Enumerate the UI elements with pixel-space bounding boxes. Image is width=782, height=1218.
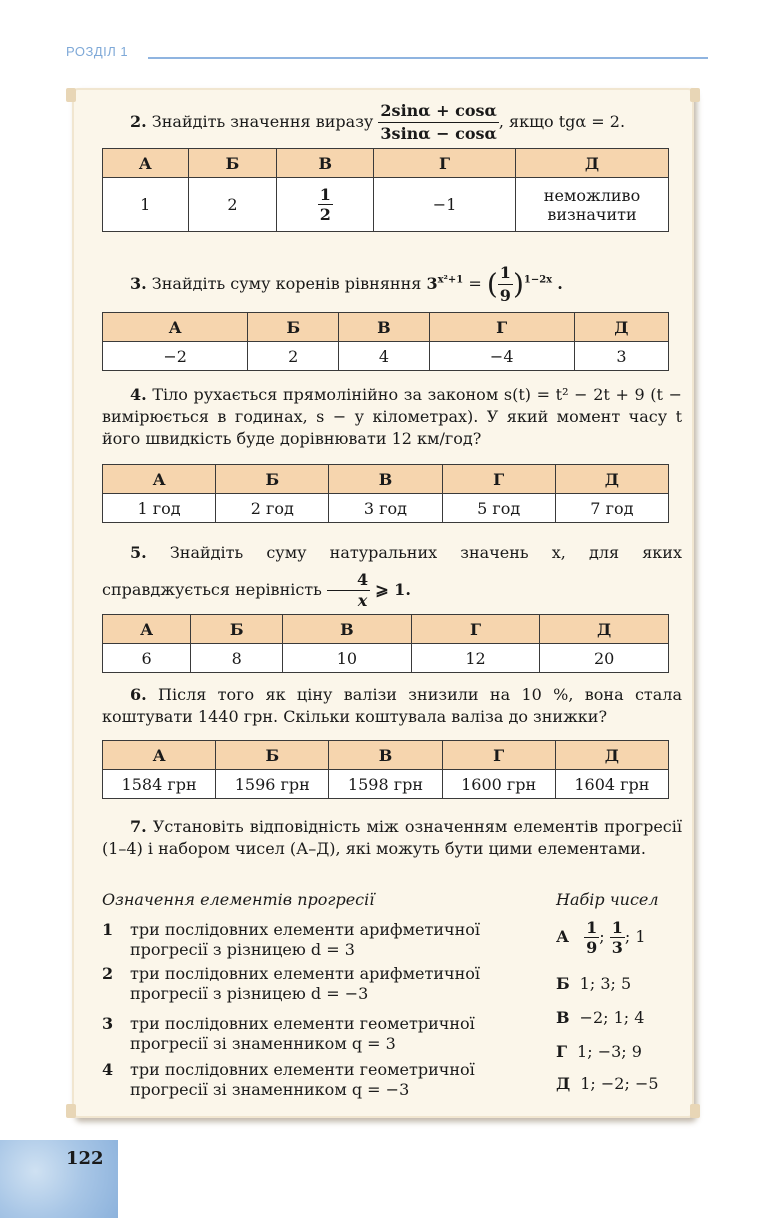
paren-right: ) — [512, 267, 524, 301]
answer-cell: 4 — [339, 342, 429, 371]
option-a — [556, 918, 646, 957]
answer-table-6 — [102, 740, 669, 799]
definition-item — [102, 964, 532, 1004]
fraction-numerator: 4 — [327, 570, 370, 591]
option-b — [556, 974, 631, 993]
answer-table-4 — [102, 464, 669, 523]
item-text: три послідовних елементи геометричної прогресії зі знаменником q = 3 — [130, 1014, 475, 1053]
answer-header: Д — [555, 741, 668, 770]
panel-corner — [690, 88, 700, 102]
answer-cell: 3 — [574, 342, 668, 371]
answer-header: Б — [248, 313, 339, 342]
option-d — [556, 1074, 659, 1093]
fraction-numerator: 1 — [611, 918, 623, 937]
definition-item — [102, 1060, 532, 1100]
item-number: 1 — [102, 920, 114, 939]
answer-cell: 10 — [283, 644, 412, 673]
option-tail: ; 1 — [624, 927, 646, 946]
question-number: 7. — [130, 817, 147, 836]
header-rule — [148, 57, 708, 59]
option-letter: А — [556, 927, 570, 946]
option-value: 1; −2; −5 — [580, 1074, 659, 1093]
answer-table-5 — [102, 614, 669, 673]
answer-cell: 1584 грн — [103, 770, 216, 799]
inequality-rhs: ⩾ 1. — [375, 580, 411, 599]
question-2 — [130, 100, 690, 145]
option-letter: Д — [556, 1074, 571, 1093]
answer-header: Г — [442, 465, 555, 494]
answer-header: Г — [442, 741, 555, 770]
fraction-denominator: 2 — [319, 205, 331, 224]
fraction-numerator: 1 — [586, 918, 598, 937]
fraction-numerator: 1 — [498, 262, 513, 285]
option-letter: Б — [556, 974, 570, 993]
definition-item — [102, 1014, 532, 1054]
answer-header: В — [339, 313, 429, 342]
answer-cell: 7 год — [555, 494, 668, 523]
answer-cell: −4 — [429, 342, 574, 371]
question-number: 2. — [130, 112, 147, 131]
question-number: 6. — [130, 685, 147, 704]
answer-header: А — [103, 465, 216, 494]
fraction-denominator: 3sinα − cosα — [380, 124, 497, 143]
question-text-end: , якщо tgα = 2. — [498, 112, 626, 131]
item-number: 4 — [102, 1060, 114, 1079]
answer-cell: 12 — [411, 644, 540, 673]
answer-cell: 2 год — [216, 494, 329, 523]
fraction-denominator: x — [357, 591, 368, 610]
fraction-numerator: 1 — [319, 185, 331, 204]
answer-header: Д — [516, 149, 669, 178]
answer-header: Г — [411, 615, 540, 644]
answer-header: Г — [374, 149, 516, 178]
answer-cell: 2 — [248, 342, 339, 371]
answer-header: Д — [555, 465, 668, 494]
equation-exponent: 1−2x — [523, 274, 553, 286]
answer-cell: 3 год — [329, 494, 442, 523]
answer-cell: −1 — [374, 178, 516, 232]
answer-header: Б — [216, 465, 329, 494]
equals-sign: = — [468, 274, 482, 293]
question-text: Знайдіть суму натуральних значень x, для яких справджується нерівність — [102, 543, 682, 599]
question-number: 5. — [130, 543, 147, 562]
question-3 — [130, 262, 690, 307]
answer-cell: неможливо визначити — [516, 178, 669, 232]
item-text: три послідовних елементи арифметичної прогресії з різницею d = −3 — [130, 964, 480, 1003]
answer-cell: 6 — [103, 644, 191, 673]
item-text: три послідовних елементи арифметичної прогресії з різницею d = 3 — [130, 920, 480, 959]
period: . — [557, 274, 563, 293]
answer-cell: 1 — [103, 178, 189, 232]
fraction-denominator: 9 — [586, 938, 598, 957]
answer-cell: 1600 грн — [442, 770, 555, 799]
answer-header: А — [103, 741, 216, 770]
answer-table-2 — [102, 148, 669, 232]
question-text: Тіло рухається прямолінійно за законом s(t) = t² − 2t + 9 (t − вимірюється в годинах, s − у кілометрах). У який момент часу t його швидкість буде дорівнювати 12 км/год? — [102, 385, 683, 448]
section-label: РОЗДІЛ 1 — [66, 44, 129, 59]
equation-base: 3 — [426, 274, 438, 293]
question-5 — [102, 536, 682, 611]
answer-header: А — [103, 149, 189, 178]
option-letter: Г — [556, 1042, 568, 1061]
paren-left: ( — [486, 267, 498, 301]
answer-header: Б — [216, 741, 329, 770]
question-number: 4. — [130, 385, 147, 404]
item-text: три послідовних елементи геометричної прогресії зі знаменником q = −3 — [130, 1060, 475, 1099]
page-number: 122 — [66, 1148, 104, 1169]
question-7 — [102, 816, 682, 860]
panel-corner — [690, 1104, 700, 1118]
answer-header: В — [329, 465, 442, 494]
answer-header: В — [283, 615, 412, 644]
answer-cell: 1 год — [103, 494, 216, 523]
numbers-heading: Набір чисел — [556, 890, 659, 909]
panel-corner — [66, 1104, 76, 1118]
answer-header: Д — [540, 615, 669, 644]
item-number: 2 — [102, 964, 114, 983]
answer-header: В — [277, 149, 374, 178]
answer-header: Г — [429, 313, 574, 342]
answer-header: А — [103, 313, 248, 342]
answer-cell: 1598 грн — [329, 770, 442, 799]
option-g — [556, 1042, 642, 1061]
option-value: 1; 3; 5 — [579, 974, 632, 993]
question-text: Установіть відповідність між означенням елементів прогресії (1–4) і набором чисел (А–Д), які можуть бути цими елементами. — [102, 817, 683, 858]
answer-cell — [277, 178, 374, 232]
equation-exponent: x²+1 — [437, 274, 464, 286]
question-text: Після того як ціну валізи знизили на 10 %, вона стала коштувати 1440 грн. Скільки коштувала валіза до знижки? — [102, 685, 683, 726]
answer-cell: 1596 грн — [216, 770, 329, 799]
answer-header: Д — [574, 313, 668, 342]
option-value: 1; −3; 9 — [577, 1042, 642, 1061]
question-6 — [102, 684, 682, 728]
question-text: Знайдіть суму коренів рівняння — [151, 274, 422, 293]
answer-header: Б — [188, 149, 277, 178]
fraction — [378, 100, 498, 145]
definitions-heading: Означення елементів прогресії — [102, 890, 375, 909]
answer-cell: 2 — [188, 178, 277, 232]
panel-corner — [66, 88, 76, 102]
answer-cell: −2 — [103, 342, 248, 371]
separator: ; — [599, 927, 605, 946]
option-value: −2; 1; 4 — [579, 1008, 645, 1027]
answer-cell: 5 год — [442, 494, 555, 523]
option-v — [556, 1008, 644, 1027]
fraction-denominator: 3 — [611, 938, 623, 957]
answer-header: В — [329, 741, 442, 770]
fraction-numerator: 2sinα + cosα — [378, 100, 498, 123]
answer-cell: 20 — [540, 644, 669, 673]
answer-cell: 1604 грн — [555, 770, 668, 799]
question-number: 3. — [130, 274, 147, 293]
answer-table-3 — [102, 312, 669, 371]
answer-cell: 8 — [191, 644, 283, 673]
answer-header: Б — [191, 615, 283, 644]
fraction-denominator: 9 — [499, 286, 511, 305]
definition-item — [102, 920, 532, 960]
answer-header: А — [103, 615, 191, 644]
question-text: Знайдіть значення виразу — [151, 112, 374, 131]
item-number: 3 — [102, 1014, 114, 1033]
option-letter: В — [556, 1008, 570, 1027]
question-4 — [102, 384, 682, 450]
